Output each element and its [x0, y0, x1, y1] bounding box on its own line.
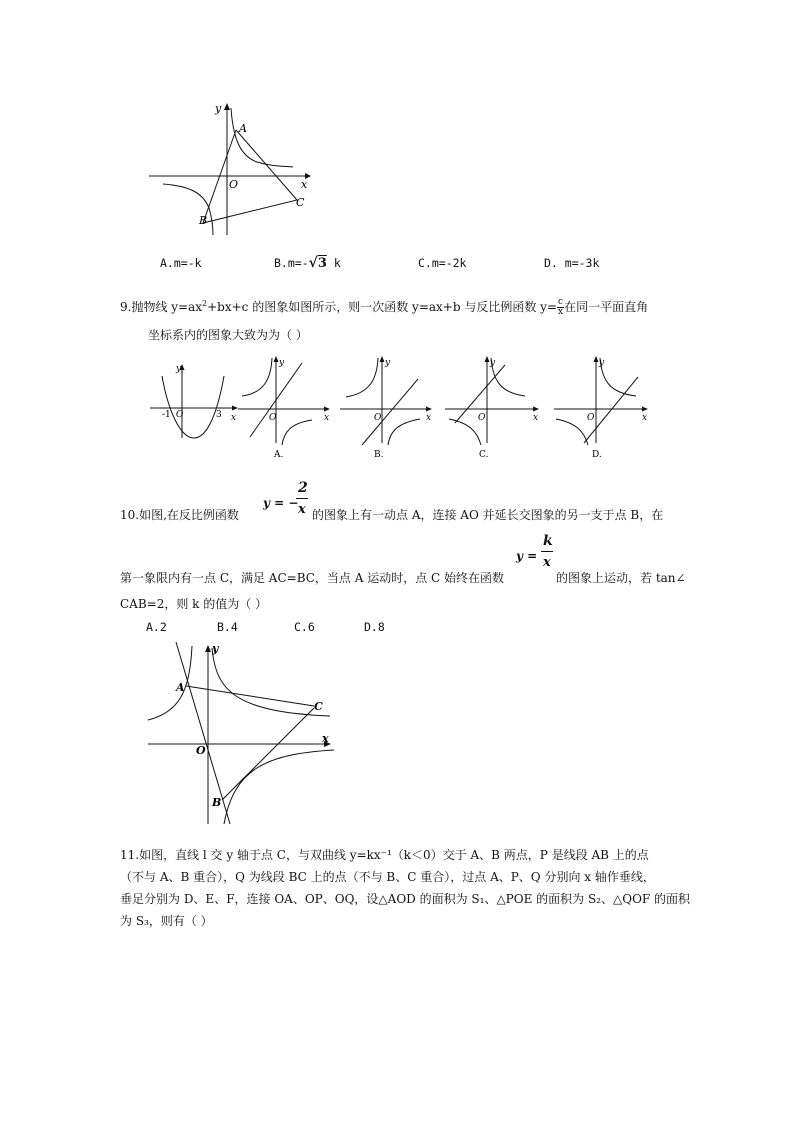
x-label: x	[231, 413, 237, 423]
q11-line-1: 11.如图，直线 l 交 y 轴于点 C，与双曲线 y=kx⁻¹（k＜0）交于 A、B 两点，P 是线段 AB 上的点	[120, 848, 649, 862]
q9-line-1-part2: +bx+c 的图象如图所示，则一次函数 y=ax+b 与反比例函数 y=	[207, 300, 557, 314]
hyperbola-branch-q4	[282, 420, 312, 445]
q10-eq1-lhs: y = −	[263, 496, 299, 510]
origin-label: O	[478, 413, 486, 423]
x-axis-arrow	[426, 407, 432, 412]
q8-option-d: D. m=-3k	[544, 256, 600, 270]
point-c-label: C	[314, 700, 323, 713]
q9-line-1	[120, 296, 648, 317]
option-d-label: D.	[592, 450, 602, 460]
q9-superscript: 2	[202, 299, 208, 308]
q10-line-2-suffix: 的图象上运动，若 tan∠	[556, 571, 686, 585]
y-label: y	[279, 358, 285, 368]
point-a-label: A	[239, 122, 247, 135]
q10-eq2-num: k	[543, 533, 553, 549]
point-a-label: A	[176, 681, 185, 694]
q8-option-b-prefix: B.m=-	[274, 256, 309, 270]
origin-label: O	[587, 413, 595, 423]
q8-option-a: A.m=-k	[160, 256, 202, 270]
q8-figure	[145, 98, 315, 238]
q10-equation-2	[516, 533, 560, 577]
q9-line-1-part3: 在同一平面直角	[564, 300, 649, 314]
q10-option-c: C.6	[294, 620, 315, 634]
hyperbola-neg-branch-q4	[224, 750, 334, 824]
q10-figure	[144, 640, 340, 826]
hyperbola-branch-q3	[163, 184, 213, 235]
minus-one-label: -1	[162, 410, 171, 420]
hyperbola-branch-q1	[231, 108, 293, 167]
x-label: x	[642, 413, 648, 423]
q9-fraction-num: c	[558, 297, 564, 307]
q9-option-a-figure	[236, 353, 334, 461]
q11-line-3: 垂足分别为 D、E、F，连接 OA、OP、OQ，设△AOD 的面积为 S₁、△POE 的面积为 S₂、△QOF 的面积	[120, 892, 691, 906]
origin-label: O	[374, 413, 382, 423]
option-c-label: C.	[479, 450, 489, 460]
option-b-label: B.	[374, 450, 384, 460]
line-aob	[176, 642, 230, 824]
q10-line-1-suffix: 的图象上有一动点 A，连接 AO 并延长交图象的另一支于点 B，在	[312, 508, 664, 522]
x-axis-arrow	[324, 407, 330, 412]
line	[362, 379, 418, 445]
hyperbola-branch-q3	[556, 419, 588, 445]
point-c-label: C	[296, 196, 305, 209]
hyperbola-branch-q2	[242, 358, 272, 396]
y-axis-arrow	[380, 356, 385, 362]
y-axis-arrow	[594, 356, 599, 362]
q10-eq2-lhs: y =	[516, 549, 538, 563]
point-b-label: B	[199, 214, 208, 227]
q8-option-b-radicand: 3	[317, 256, 327, 271]
x-label: x	[301, 178, 308, 191]
q8-option-b	[274, 255, 341, 272]
q10-eq2-den: x	[543, 555, 551, 570]
hyperbola-branch-q1	[491, 358, 525, 396]
hyperbola-branch-q4	[388, 419, 420, 445]
q10-eq1-bar	[296, 498, 308, 499]
q8-option-c: C.m=-2k	[418, 256, 467, 270]
x-axis-arrow	[642, 407, 648, 412]
y-axis-arrow	[224, 103, 230, 110]
y-axis-arrow	[205, 645, 211, 652]
q9-option-d-figure	[552, 353, 652, 461]
y-label: y	[490, 358, 496, 368]
q10-line-2-prefix: 第一象限内有一点 C，满足 AC=BC，当点 A 运动时，点 C 始终在函数	[120, 571, 505, 585]
x-label: x	[322, 732, 329, 745]
q10-eq1-num: 2	[298, 480, 308, 496]
hyperbola-branch-q1	[600, 358, 636, 396]
q9-parabola-figure	[148, 360, 240, 440]
q10-line-3: CAB=2，则 k 的值为（ ）	[120, 597, 268, 611]
y-label: y	[599, 358, 605, 368]
x-label: x	[533, 413, 539, 423]
sqrt-icon: √	[308, 255, 318, 271]
three-label: 3	[216, 410, 222, 420]
x-axis-arrow	[533, 407, 539, 412]
y-axis-arrow	[485, 356, 490, 362]
q10-equation-1	[263, 480, 311, 524]
q9-option-c-figure	[443, 353, 543, 461]
q9-option-b-figure	[338, 353, 436, 461]
q9-line-2: 坐标系内的图象大致为为（ ）	[148, 328, 308, 342]
q11-line-4: 为 S₃，则有（ ）	[120, 914, 213, 928]
q8-option-b-suffix: k	[333, 256, 341, 270]
x-label: x	[426, 413, 432, 423]
y-label: y	[385, 358, 391, 368]
q9-line-1-part1: 9.抛物线 y=ax	[120, 300, 203, 314]
q10-line-1-prefix: 10.如图,在反比例函数	[120, 508, 239, 522]
hyperbola-branch-q3	[449, 419, 481, 445]
parabola	[162, 376, 224, 438]
y-label: y	[212, 642, 219, 655]
origin-label: O	[229, 178, 239, 191]
origin-label: O	[196, 744, 206, 757]
q10-option-b: B.4	[217, 620, 238, 634]
y-label: y	[176, 364, 182, 374]
origin-label: O	[176, 410, 184, 420]
hyperbola-branch-q2	[346, 358, 378, 397]
hyperbola-neg-branch-q2	[148, 646, 192, 720]
option-a-label: A.	[274, 450, 284, 460]
x-label: x	[324, 413, 330, 423]
q9-fraction-den: x	[558, 307, 564, 317]
y-axis-arrow	[274, 356, 279, 362]
q10-eq2-bar	[541, 551, 553, 552]
q10-option-d: D.8	[364, 620, 385, 634]
q10-eq1-den: x	[298, 502, 306, 517]
q11-line-2: （不与 A、B 重合），Q 为线段 BC 上的点（不与 B、C 重合），过点 A、P、Q 分别向 x 轴作垂线，	[120, 870, 655, 884]
q10-option-a: A.2	[146, 620, 167, 634]
point-b-label: B	[212, 796, 222, 809]
origin-label: O	[269, 413, 277, 423]
y-label: y	[215, 102, 222, 115]
